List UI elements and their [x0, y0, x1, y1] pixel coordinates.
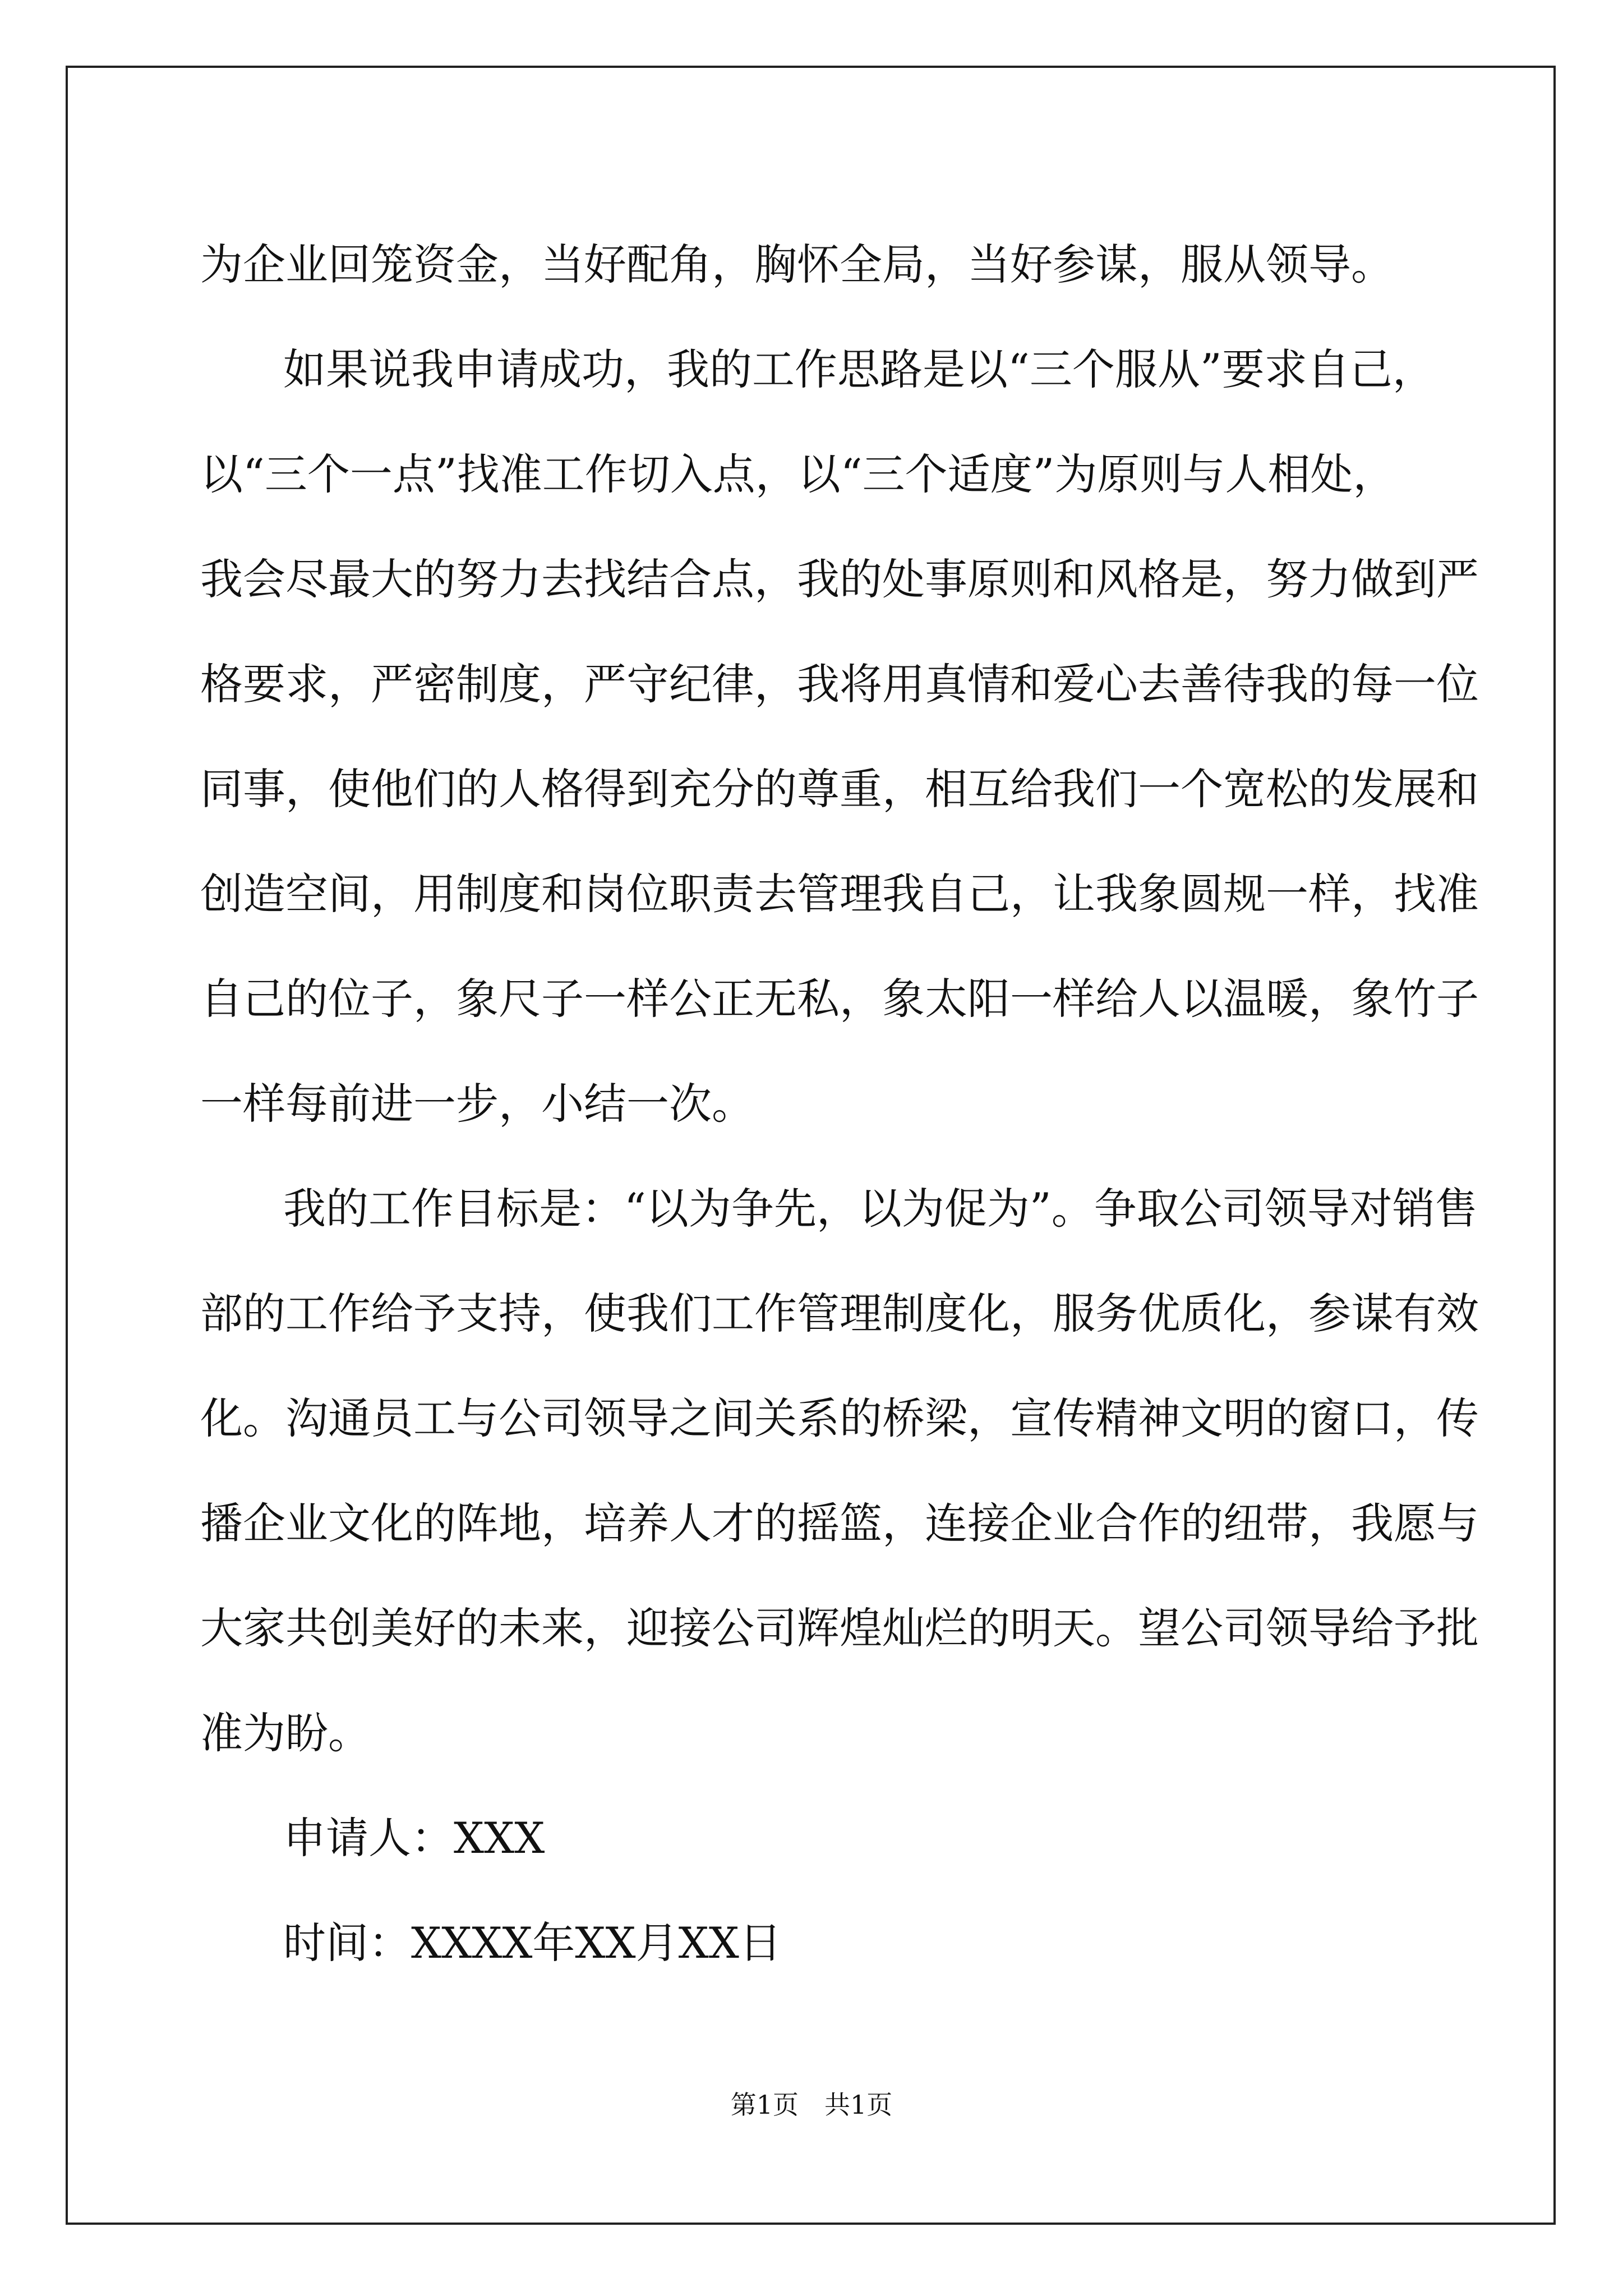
text-line: 自己的位子，象尺子一样公正无私，象太阳一样给人以温暖，象竹子	[200, 974, 1479, 1024]
page-number-footer: 第1页 共1页	[730, 2090, 893, 2120]
text-line: 我会尽最大的努力去找结合点，我的处事原则和风格是，努力做到严	[200, 554, 1479, 604]
text-line: 大家共创美好的未来，迎接公司辉煌灿烂的明天。望公司领导给予批	[200, 1603, 1479, 1653]
text-line: 部的工作给予支持，使我们工作管理制度化，服务优质化，参谋有效	[200, 1289, 1479, 1338]
date-line: 时间：XXXX年XX月XX日	[283, 1918, 782, 1968]
text-line: 如果说我申请成功，我的工作思路是以“三个服从”要求自己，	[283, 344, 1435, 394]
applicant-line: 申请人：XXX	[283, 1813, 545, 1863]
text-line: 同事，使他们的人格得到充分的尊重，相互给我们一个宽松的发展和	[200, 764, 1479, 814]
text-line: 我的工作目标是：“以为争先，以为促为”。争取公司领导对销售	[283, 1184, 1478, 1234]
document-body	[200, 212, 1479, 1995]
text-line: 为企业回笼资金，当好配角，胸怀全局，当好参谋，服从领导。	[200, 240, 1394, 289]
text-line: 化。沟通员工与公司领导之间关系的桥梁，宣传精神文明的窗口，传	[200, 1393, 1479, 1443]
text-line: 格要求，严密制度，严守纪律，我将用真情和爱心去善待我的每一位	[200, 659, 1479, 709]
text-line: 一样每前进一步，小结一次。	[200, 1079, 754, 1129]
text-line: 播企业文化的阵地，培养人才的摇篮，连接企业合作的纽带，我愿与	[200, 1498, 1479, 1548]
text-line: 以“三个一点”找准工作切入点，以“三个适度”为原则与人相处，	[200, 449, 1396, 499]
text-line: 创造空间，用制度和岗位职责去管理我自己，让我象圆规一样，找准	[200, 869, 1479, 919]
text-line: 准为盼。	[200, 1708, 371, 1758]
